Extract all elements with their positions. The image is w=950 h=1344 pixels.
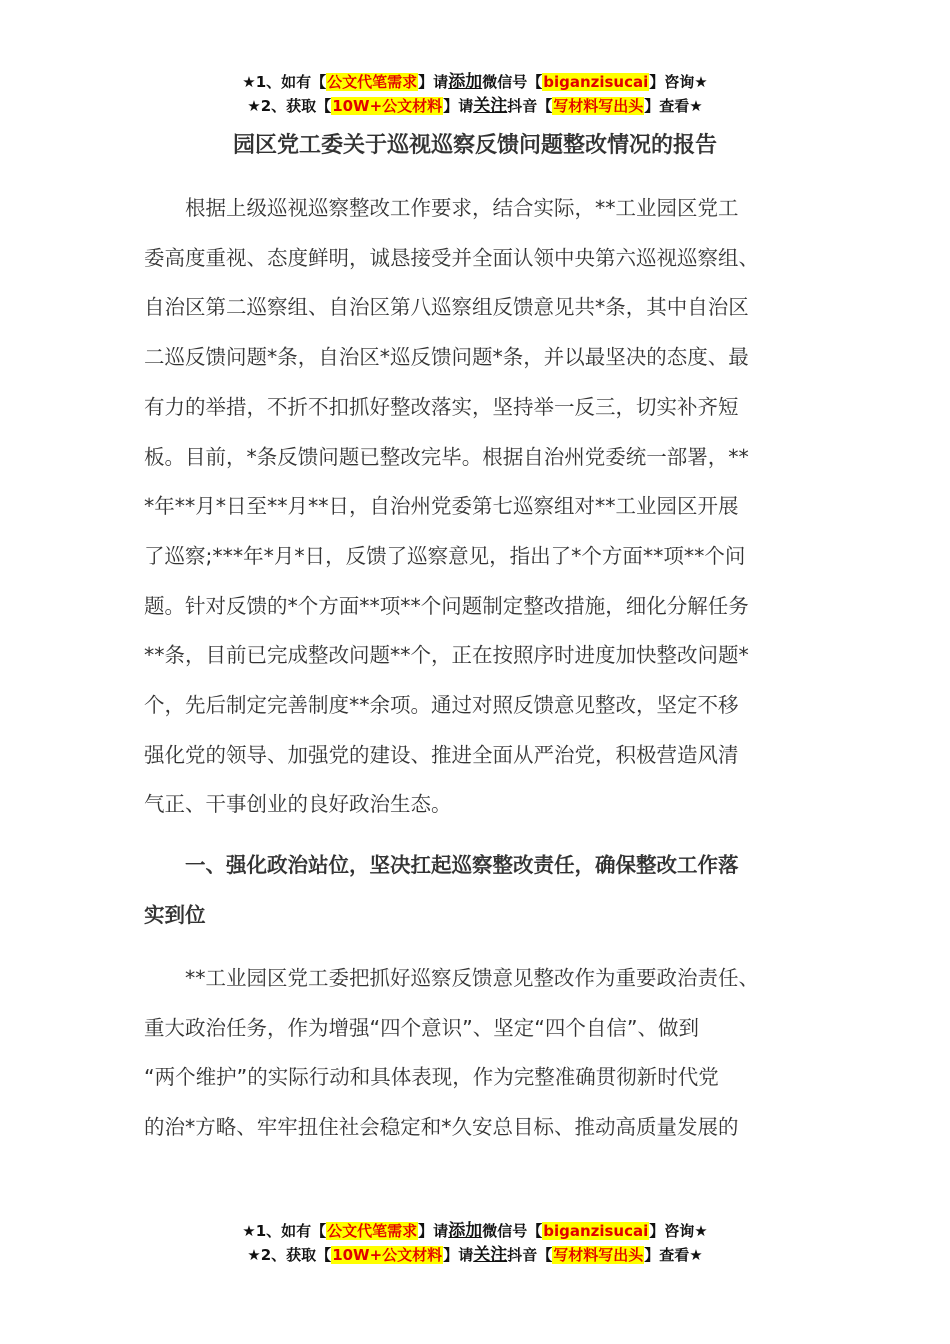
emphasis-text: 关注	[473, 96, 508, 116]
text-line: *年**月*日至**月**日，自治州党委第七巡察组对**工业园区开展	[144, 494, 739, 519]
heading-line: 实到位	[144, 902, 206, 927]
notice-text: 抖音【	[507, 97, 553, 115]
text-line: 题。针对反馈的*个方面**项**个问题制定整改措施，细化分解任务	[144, 593, 749, 618]
emphasis-text: 关注	[473, 1245, 508, 1265]
notice-text: 】查看★	[644, 1246, 703, 1264]
text-line: 委高度重视、态度鲜明，诚恳接受并全面认领中央第六巡视巡察组、	[144, 245, 759, 270]
top-notice-banner	[0, 70, 950, 118]
text-line: **条，目前已完成整改问题**个，正在按照序时进度加快整改问题*	[144, 643, 749, 668]
notice-line-2	[0, 1243, 950, 1267]
document-title: 园区党工委关于巡视巡察反馈问题整改情况的报告	[232, 133, 717, 158]
bottom-notice-banner	[0, 1219, 950, 1267]
text-line: 了巡察;***年*月*日，反馈了巡察意见，指出了*个方面**项**个问	[144, 543, 746, 568]
highlight-tag: 公文代笔需求	[327, 1222, 418, 1240]
text-line: 气正、干事创业的良好政治生态。	[144, 792, 452, 817]
notice-line-1	[0, 1219, 950, 1243]
notice-text: 】请	[443, 97, 474, 115]
text-line: 有力的举措，不折不扣抓好整改落实，坚持举一反三，切实补齐短	[144, 394, 739, 419]
notice-line-1	[0, 70, 950, 94]
notice-text: 微信号【	[482, 73, 543, 91]
wechat-id-highlight: biganzisucai	[543, 1222, 649, 1240]
text-line: 根据上级巡视巡察整改工作要求，结合实际，**工业园区党工	[144, 196, 739, 220]
douyin-account-highlight: 写材料写出头	[553, 97, 644, 115]
text-line: 板。目前，*条反馈问题已整改完毕。根据自治州党委统一部署，**	[144, 444, 749, 469]
text-line: 自治区第二巡察组、自治区第八巡察组反馈意见共*条，其中自治区	[144, 295, 749, 320]
text-line: “两个维护”的实际行动和具体表现，作为完整准确贯彻新时代党	[144, 1065, 719, 1090]
paragraph-intro	[144, 184, 809, 830]
emphasis-text: 添加	[448, 72, 483, 92]
notice-text: 】查看★	[644, 97, 703, 115]
wechat-id-highlight: biganzisucai	[543, 73, 649, 91]
notice-text: ★2、获取【	[247, 1246, 332, 1264]
notice-text: 】咨询★	[649, 73, 708, 91]
douyin-account-highlight: 写材料写出头	[553, 1246, 644, 1264]
text-line: 重大政治任务，作为增强“四个意识”、坚定“四个自信”、做到	[144, 1015, 699, 1040]
notice-text: 抖音【	[507, 1246, 553, 1264]
text-line: 强化党的领导、加强党的建设、推进全面从严治党，积极营造风清	[144, 742, 739, 767]
notice-text: 】请	[418, 1222, 449, 1240]
text-line: 的治*方略、牢牢扭住社会稳定和*久安总目标、推动高质量发展的	[144, 1115, 739, 1140]
section-heading-1	[144, 841, 809, 940]
text-line: 个，先后制定完善制度**余项。通过对照反馈意见整改，坚定不移	[144, 693, 739, 718]
paragraph-section-1	[144, 954, 809, 1153]
notice-line-2	[0, 94, 950, 118]
highlight-tag: 10W+公文材料	[332, 1246, 443, 1264]
notice-text: ★1、如有【	[242, 73, 327, 91]
emphasis-text: 添加	[448, 1221, 483, 1241]
notice-text: ★1、如有【	[242, 1222, 327, 1240]
notice-text: 】咨询★	[649, 1222, 708, 1240]
heading-line: 一、强化政治站位，坚决扛起巡察整改责任，确保整改工作落	[144, 853, 739, 877]
notice-text: ★2、获取【	[247, 97, 332, 115]
text-line: **工业园区党工委把抓好巡察反馈意见整改作为重要政治责任、	[144, 966, 759, 990]
notice-text: 】请	[443, 1246, 474, 1264]
highlight-tag: 10W+公文材料	[332, 97, 443, 115]
text-line: 二巡反馈问题*条，自治区*巡反馈问题*条，并以最坚决的态度、最	[144, 345, 749, 370]
notice-text: 微信号【	[482, 1222, 543, 1240]
highlight-tag: 公文代笔需求	[327, 73, 418, 91]
notice-text: 】请	[418, 73, 449, 91]
